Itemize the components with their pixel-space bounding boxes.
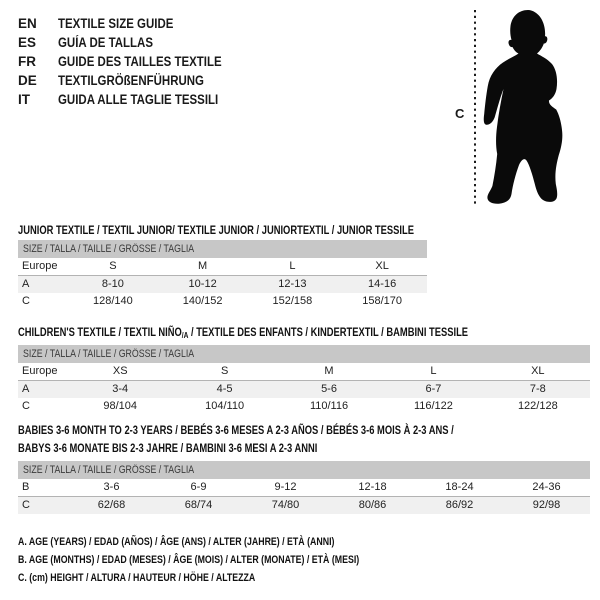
row-label: C [22, 400, 30, 412]
lang-label: GUÍA DE TALLAS [58, 35, 153, 50]
height-cell: 62/68 [97, 499, 126, 511]
size-cell: XL [531, 365, 545, 377]
footnote-a [18, 533, 445, 551]
age-cell: 7-8 [529, 383, 546, 395]
age-cell: 12-13 [278, 278, 307, 290]
children-title-prefix: CHILDREN'S TEXTILE / TEXTIL NIÑO [18, 325, 182, 339]
legend-footnotes [18, 533, 445, 587]
months-cell: 6-9 [190, 481, 207, 493]
lang-label: GUIDA ALLE TAGLIE TESSILI [58, 92, 219, 107]
table-row-europe [18, 258, 427, 276]
children-title-text [18, 323, 468, 344]
lang-row-fr [18, 52, 251, 71]
size-cell: L [430, 365, 437, 377]
age-cell: 14-16 [368, 278, 397, 290]
lang-code: IT [18, 92, 30, 107]
lang-label: TEXTILGRÖßENFÜHRUNG [58, 73, 204, 88]
size-header-bar [18, 240, 427, 258]
age-cell: 10-12 [188, 278, 217, 290]
footnote-c-text: C. (cm) HEIGHT / ALTURA / HAUTEUR / HÖHE / ALTEZZA [18, 572, 256, 584]
height-cell: 98/104 [103, 400, 138, 412]
table-row-europe [18, 363, 590, 381]
months-cell: 24-36 [532, 481, 561, 493]
junior-section-title [18, 221, 526, 239]
size-cell: L [289, 260, 296, 272]
months-cell: 9-12 [274, 481, 297, 493]
table-row-height [18, 398, 590, 415]
height-cell: 158/170 [362, 295, 402, 307]
height-cell: 104/110 [205, 400, 245, 412]
size-header-label: SIZE / TALLA / TAILLE / GRÖSSE / TAGLIA [23, 464, 195, 476]
months-cell: 18-24 [445, 481, 474, 493]
height-cell: 80/86 [358, 499, 387, 511]
lang-row-it [18, 90, 251, 109]
months-cell: 12-18 [358, 481, 387, 493]
lang-code: ES [18, 35, 37, 50]
height-cell: 110/116 [309, 400, 349, 412]
row-label: Europe [22, 365, 58, 377]
footnote-c [18, 569, 445, 587]
children-size-table [18, 345, 590, 415]
children-title-suffix: / TEXTILE DES ENFANTS / KINDERTEXTIL / BAMBINI TESSILE [188, 325, 469, 339]
lang-label: TEXTILE SIZE GUIDE [58, 16, 174, 31]
age-cell: 8-10 [101, 278, 124, 290]
table-row-height [18, 497, 590, 514]
children-title-subscript: /A [181, 330, 189, 340]
size-cell: M [324, 365, 334, 377]
size-header-bar [18, 461, 590, 479]
height-cell: 86/92 [445, 499, 474, 511]
babies-title-line2: BABYS 3-6 MONATE BIS 2-3 JAHRE / BAMBINI 3-6 MESI A 2-3 ANNI [18, 441, 318, 455]
table-row-months [18, 479, 590, 497]
lang-code: EN [18, 16, 37, 31]
height-cell: 140/152 [182, 295, 223, 307]
size-cell: XL [375, 260, 389, 272]
height-cell: 122/128 [517, 400, 558, 412]
table-row-height [18, 293, 427, 310]
height-cell: 92/98 [532, 499, 561, 511]
size-cell: S [220, 365, 229, 377]
row-label: Europe [22, 260, 58, 272]
height-cell: 152/158 [272, 295, 313, 307]
row-label: A [22, 383, 30, 395]
babies-title-line1: BABIES 3-6 MONTH TO 2-3 YEARS / BEBÉS 3-6 MESES A 2-3 AÑOS / BÉBÉS 3-6 MOIS À 2-3 ANS / [18, 423, 454, 437]
row-label: C [22, 499, 30, 511]
lang-code: DE [18, 73, 37, 88]
lang-row-de [18, 71, 251, 90]
babies-size-table [18, 461, 590, 514]
size-header-label: SIZE / TALLA / TAILLE / GRÖSSE / TAGLIA [23, 243, 195, 255]
age-cell: 6-7 [425, 383, 442, 395]
row-label: C [22, 295, 30, 307]
age-cell: 4-5 [216, 383, 233, 395]
language-guide-list [18, 14, 251, 109]
junior-size-table [18, 240, 427, 310]
baby-silhouette [484, 10, 563, 204]
table-row-age [18, 276, 427, 293]
lang-code: FR [18, 54, 36, 69]
figure-measure-label: C [455, 106, 465, 121]
footnote-b [18, 551, 445, 569]
size-cell: S [109, 260, 117, 272]
row-label: A [22, 278, 30, 290]
baby-silhouette-figure [440, 0, 600, 220]
size-cell: M [198, 260, 208, 272]
junior-title-text: JUNIOR TEXTILE / TEXTIL JUNIOR/ TEXTILE JUNIOR / JUNIORTEXTIL / JUNIOR TESSILE [18, 223, 414, 237]
size-header-label: SIZE / TALLA / TAILLE / GRÖSSE / TAGLIA [23, 348, 195, 360]
babies-section-title [18, 421, 577, 457]
size-cell: XS [112, 365, 128, 377]
footnote-b-text: B. AGE (MONTHS) / EDAD (MESES) / ÂGE (MOIS) / ALTER (MONATE) / ETÀ (MESI) [18, 554, 360, 566]
footnote-a-text: A. AGE (YEARS) / EDAD (AÑOS) / ÂGE (ANS) / ALTER (JAHRE) / ETÀ (ANNI) [18, 536, 335, 548]
lang-row-es [18, 33, 251, 52]
lang-row-en [18, 14, 251, 33]
lang-label: GUIDE DES TAILLES TEXTILE [58, 54, 222, 69]
table-row-age [18, 381, 590, 398]
age-cell: 3-4 [112, 383, 129, 395]
size-header-bar [18, 345, 590, 363]
row-label: B [22, 481, 30, 493]
children-section-title [18, 323, 595, 344]
height-cell: 68/74 [184, 499, 213, 511]
months-cell: 3-6 [103, 481, 120, 493]
height-cell: 116/122 [413, 400, 453, 412]
height-cell: 128/140 [92, 295, 133, 307]
height-cell: 74/80 [271, 499, 300, 511]
age-cell: 5-6 [321, 383, 337, 395]
